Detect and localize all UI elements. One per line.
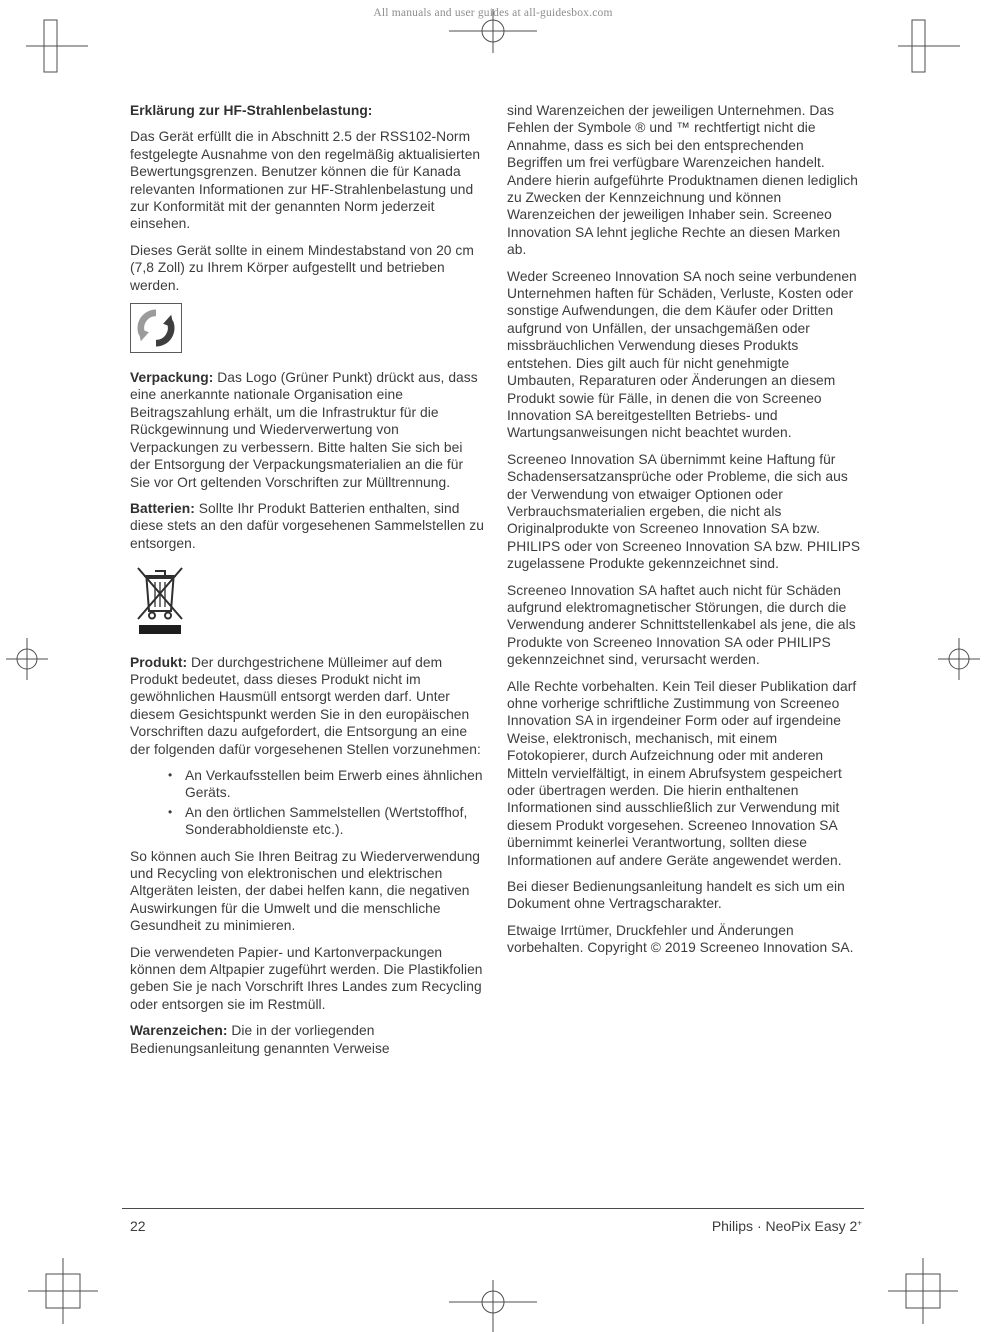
paragraph: Die verwendeten Papier- und Kartonverpackungen können dem Altpapier zugeführt werden. Die Plastikfolien geben Sie je nach Vorschrift Ihres Landes zum Recycling oder entsorgen sie im Restmüll. [130,944,483,1012]
paragraph-product [130,654,484,758]
paragraph-text: Die in der vorliegenden Bedienungsanleitung genannten Verweise [130,1023,390,1056]
paragraph: So können auch Sie Ihren Beitrag zu Wiederverwendung und Recycling von elektronischen und elektrischen Altgeräten leisten, der dabei helfen kann, die negativen Auswirkungen für die Umwelt und die menschliche Gesundheit zu minimieren. [130,848,481,934]
two-column-body [130,102,862,1066]
paragraph: Dieses Gerät sollte in einem Mindestabstand von 20 cm (7,8 Zoll) zu Ihrem Körper aufgestellt und betrieben werden. [130,242,474,293]
paragraph: Screeneo Innovation SA übernimmt keine Haftung für Schadensersatzansprüche oder Probleme, die sich aus der Verwendung von etwaiger Optionen oder Verbrauchsmaterialien ergeben, die nicht als Originalprodukte von Screeneo Innovation SA bzw. PHILIPS oder von Screeneo Innovation SA bzw. PHILIPS zugelassene Produkte gekennzeichnet sind. [507,451,861,572]
paragraph-trademarks [130,1022,484,1057]
paragraph-packaging [130,369,484,491]
page-number: 22 [130,1218,146,1234]
green-dot-icon [130,303,182,353]
paragraph: Etwaige Irrtümer, Druckfehler und Änderungen vorbehalten. Copyright © 2019 Screeneo Innovation SA. [507,922,854,956]
paragraph: Bei dieser Bedienungsanleitung handelt es sich um ein Dokument ohne Vertragscharakter. [507,879,845,912]
footer-divider [122,1208,864,1209]
product-name-superscript: + [857,1218,862,1228]
disposal-options-list [130,767,484,839]
paragraph: Das Gerät erfüllt die in Abschnitt 2.5 der RSS102-Norm festgelegte Ausnahme von den regelmäßig aktualisierten Bewertungsgrenzen. Benutzer können die für Kanada relevanten Informationen zur HF-Strahlenbelastung und zur Konformität mit der genannten Norm jederzeit einsehen. [130,129,481,232]
right-column [507,102,861,1066]
paragraph: sind Warenzeichen der jeweiligen Unternehmen. Das Fehlen der Symbole ® und ™ rechtfertigt nicht die Annahme, dass es sich bei den entsprechenden Begriffen um frei verfügbare Warenzeichen handelt. Andere hierin aufgeführte Produktnamen dienen lediglich zu Zwecken der Kennzeichnung und können Warenzeichen der jeweiligen Inhaber sein. Screeneo Innovation SA lehnt jegliche Rechte an diesen Marken ab. [507,103,858,258]
list-item: • An den örtlichen Sammelstellen (Wertstoffhof, Sonderabholdienste etc.). [130,804,484,839]
paragraph-lead: Verpackung: [130,370,214,386]
list-item: • An Verkaufsstellen beim Erwerb eines ähnlichen Geräts. [130,767,484,802]
paragraph-batteries [130,500,484,552]
paragraph-text: Der durchgestrichene Mülleimer auf dem Produkt bedeutet, dass dieses Produkt nicht im gewöhnlichen Hausmüll entsorgt werden darf. Unter diesem Gesichtspunkt werden Sie in den europäischen Vorschriften dazu aufgefordert, die Entsorgung an eine der folgenden dafür vorgesehenen Stellen vorzunehmen: [130,654,481,757]
green-dot-arrows-icon [136,309,176,347]
scan-watermark: All manuals and user guides at all-guidesbox.com [373,7,613,19]
weee-crossed-out-bin-icon [132,561,484,641]
paragraph-text: Das Logo (Grüner Punkt) drückt aus, dass eine anerkannte nationale Organisation eine Beitragszahlung erhält, um die Infrastruktur für die Rückgewinnung und Wiederverwertung von Verpackungen zu verbessern. Bitte halten Sie sich bei der Entsorgung der Verpackungsmaterialien an die für Sie vor Ort geltenden Vorschriften zur Mülltrennung. [130,370,478,490]
paragraph-lead: Produkt: [130,654,188,670]
paragraph-text: Sollte Ihr Produkt Batterien enthalten, sind diese stets an den dafür vorgesehenen Sammelstellen zu entsorgen. [130,500,484,551]
paragraph: Screeneo Innovation SA haftet auch nicht für Schäden aufgrund elektromagnetischer Störungen, die durch die Verwendung anderer Schnittstellenkabel als jene, die als Produkte von Screeneo Innovation SA oder PHILIPS gekennzeichnet sind, verursacht werden. [507,582,856,668]
product-name: Philips · NeoPix Easy 2 [711,1218,858,1234]
section-heading-rf-exposure: Erklärung zur HF-Strahlenbelastung: [130,103,373,118]
paragraph: Weder Screeneo Innovation SA noch seine verbundenen Unternehmen haften für Schäden, Verluste, Kosten oder sonstige Aufwendungen, die dem Käufer oder Dritten aufgrund von Unfällen, der unsachgemäßen oder missbräuchlichen Verwendung dieses Produkts entstehen. Dies gilt auch für nicht genehmigte Umbauten, Reparaturen oder Änderungen an diesem Produkt sowie für Fälle, in denen die von Screeneo Innovation SA bereitgestellten Betriebs- und Wartungsanweisungen nicht beachtet wurden. [507,268,857,441]
paragraph-lead: Batterien: [130,500,195,516]
product-title [712,1218,862,1234]
paragraph: Alle Rechte vorbehalten. Kein Teil dieser Publikation darf ohne vorherige schriftliche Zustimmung von Screeneo Innovation SA in irgendeiner Form oder auf irgendeine Weise, elektronisch, mechanisch, mit einem Fotokopierer, durch Aufzeichnung oder mit anderen Mitteln vervielfältigt, in einem Abrufsystem gespeichert oder übertragen werden. Die hierin enthaltenen Informationen sind ausschließlich zur Verwendung mit diesem Produkt vorgesehen. Screeneo Innovation SA übernimmt keinerlei Verantwortung, sollten diese Informationen auf andere Geräte angewendet werden. [507,678,857,868]
paragraph-lead: Warenzeichen: [130,1023,228,1039]
left-column [130,102,484,1066]
